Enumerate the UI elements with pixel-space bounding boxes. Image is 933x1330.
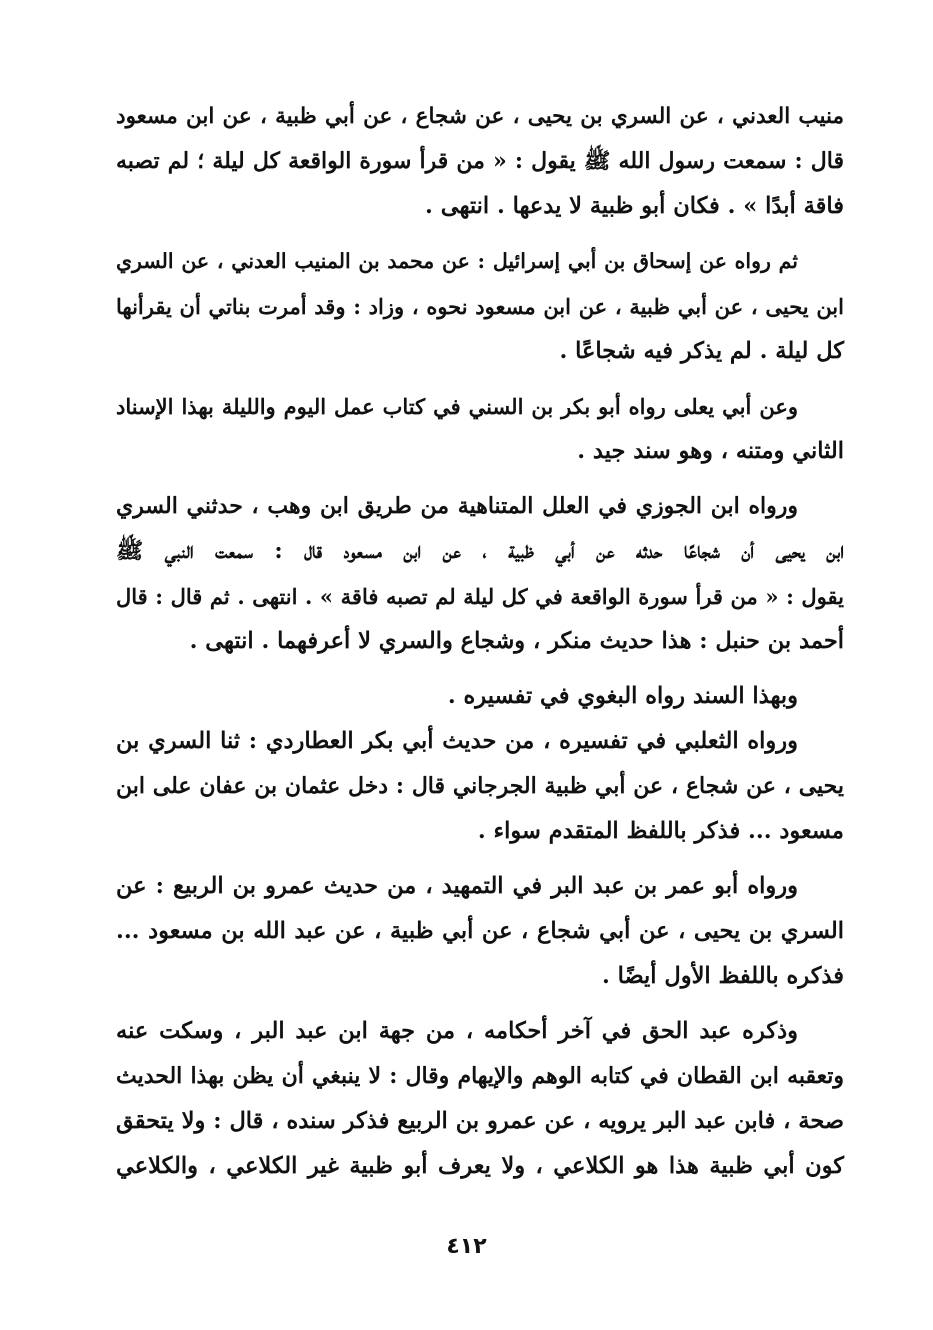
paragraph — [116, 384, 844, 474]
text-line: ورواه أبو عمر بن عبد البر في التمهيد ، من حديث عمرو بن الربيع : عن — [116, 873, 798, 899]
text-line: ابن يحيى أن شجاعًا حدثه عن أبي ظبية ، عن ابن مسعود قال : سمعت النبي ﷺ — [116, 538, 844, 564]
paragraph — [116, 94, 844, 229]
text-line: الثاني ومتنه ، وهو سند جيد . — [577, 438, 844, 464]
text-line: يقول : « من قرأ سورة الواقعة في كل ليلة لم تصبه فاقة » . انتهى . ثم قال : قال — [116, 584, 844, 609]
text-line: فذكره باللفظ الأول أيضًا . — [602, 963, 844, 989]
text-line: وعن أبي يعلى رواه أبو بكر بن السني في كتاب عمل اليوم والليلة بهذا الإسناد — [116, 394, 798, 419]
text-line: صحة ، فابن عبد البر يرويه ، عن عمرو بن الربيع فذكر سنده ، قال : ولا يتحقق — [116, 1108, 844, 1134]
paragraph — [116, 674, 844, 719]
text-line: يحيى ، عن شجاع ، عن أبي ظبية الجرجاني قال : دخل عثمان بن عفان على ابن — [116, 773, 844, 799]
text-line: ثم رواه عن إسحاق بن أبي إسرائيل : عن محمد بن المنيب العدني ، عن السري — [116, 249, 798, 273]
text-line: وذكره عبد الحق في آخر أحكامه ، من جهة ابن عبد البر ، وسكت عنه — [116, 1018, 798, 1044]
text-line: وبهذا السند رواه البغوي في تفسيره . — [447, 683, 798, 709]
text-line: فاقة أبدًا » . فكان أبو ظبية لا يدعها . انتهى . — [425, 193, 844, 219]
text-line: أحمد بن حنبل : هذا حديث منكر ، وشجاع والسري لا أعرفهما . انتهى . — [189, 628, 844, 654]
text-line: وتعقبه ابن القطان في كتابه الوهم والإيهام وقال : لا ينبغي أن يظن بهذا الحديث — [116, 1063, 844, 1089]
page-number: ٤١٢ — [446, 1234, 487, 1259]
text-line: قال : سمعت رسول الله ﷺ يقول : « من قرأ سورة الواقعة كل ليلة ؛ لم تصبه — [116, 148, 844, 174]
text-line: منيب العدني ، عن السري بن يحيى ، عن شجاع ، عن أبي ظبية ، عن ابن مسعود — [116, 104, 844, 129]
paragraph — [116, 484, 844, 664]
paragraph — [116, 1009, 844, 1189]
text-line: ورواه ابن الجوزي في العلل المتناهية من طريق ابن وهب ، حدثني السري — [116, 493, 798, 519]
text-line: كل ليلة . لم يذكر فيه شجاعًا . — [559, 338, 844, 364]
text-line: ورواه الثعلبي في تفسيره ، من حديث أبي بكر العطاردي : ثنا السري بن — [116, 728, 798, 754]
paragraph — [116, 239, 844, 374]
text-line: ابن يحيى ، عن أبي ظبية ، عن ابن مسعود نحوه ، وزاد : وقد أمرت بناتي أن يقرأنها — [116, 294, 844, 319]
paragraph — [116, 719, 844, 854]
paragraph — [116, 864, 844, 999]
text-line: السري بن يحيى ، عن أبي شجاع ، عن أبي ظبية ، عن عبد الله بن مسعود ... — [116, 918, 844, 944]
text-line: مسعود ... فذكر باللفظ المتقدم سواء . — [477, 818, 844, 844]
page-body — [116, 94, 844, 1199]
text-line: كون أبي ظبية هذا هو الكلاعي ، ولا يعرف أبو ظبية غير الكلاعي ، والكلاعي — [116, 1153, 844, 1179]
